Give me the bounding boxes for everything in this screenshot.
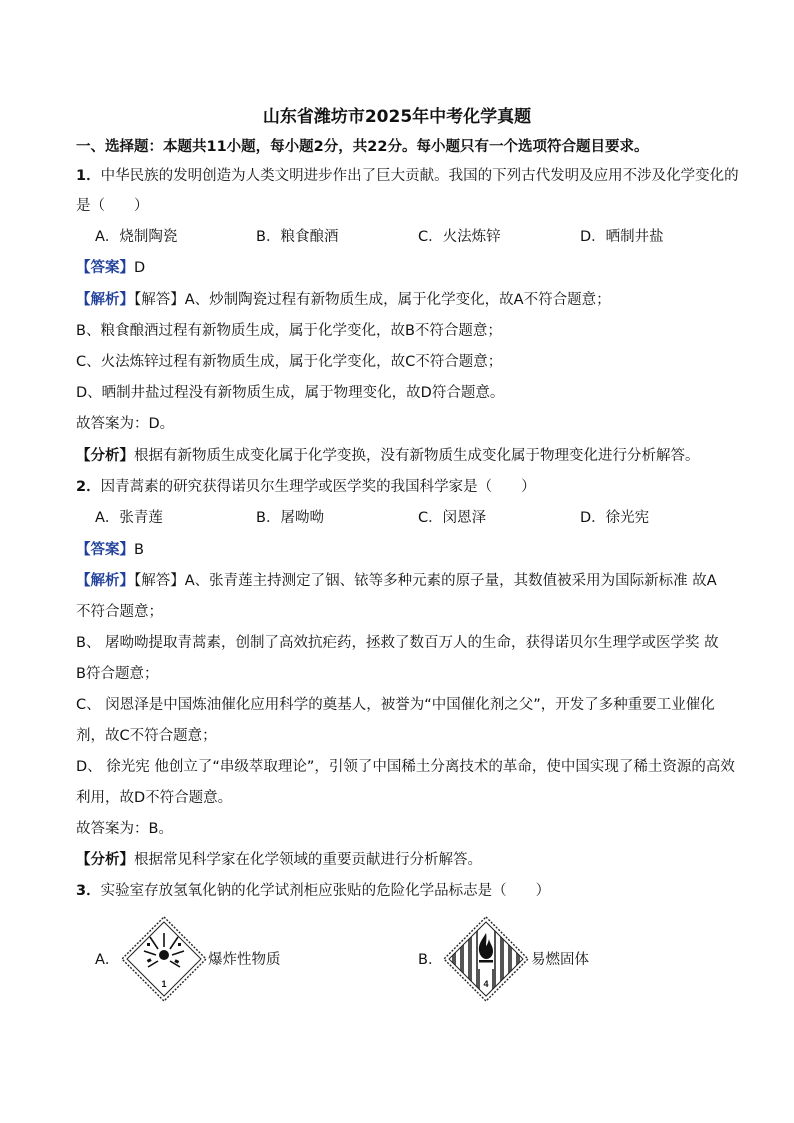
- analysis-tag: 【解析】: [76, 292, 134, 308]
- page-title: 山东省潍坊市2025年中考化学真题: [262, 107, 532, 127]
- analysis-line-6: 剂，故C不符合题意；: [76, 728, 217, 744]
- question-number: 1．: [76, 168, 101, 184]
- option-a-letter: A．: [95, 952, 120, 968]
- option-d: D．晒制井盐: [580, 229, 664, 245]
- option-a: A．张青莲: [95, 510, 163, 526]
- fenxi-line: [76, 446, 752, 466]
- option-c: C．闵恩泽: [418, 510, 487, 526]
- option-b: B．屠呦呦: [256, 510, 324, 526]
- analysis-line-2: B、粮食酿酒过程有新物质生成，属于化学变化，故B不符合题意；: [76, 323, 502, 339]
- answer-value: D: [134, 260, 146, 276]
- question-3-line-1: [76, 881, 752, 901]
- answer-line: [76, 258, 752, 278]
- analysis-line-3: B、 屠呦呦提取青蒿素，创制了高效抗疟药，拯救了数百万人的生命，获得诺贝尔生理学或医学奖 故: [76, 635, 719, 651]
- analysis-line-4: B符合题意；: [76, 666, 159, 682]
- solution-tag: 【解答】: [134, 292, 185, 308]
- answer-tag: 【答案】: [76, 260, 134, 276]
- answer-line: [76, 540, 752, 560]
- analysis-line-3: C、火法炼锌过程有新物质生成，属于化学变化，故C不符合题意；: [76, 354, 503, 370]
- analysis-line-1: [76, 290, 752, 310]
- fenxi-tag: 【分析】: [76, 448, 134, 464]
- question-1-line-1: [76, 166, 752, 186]
- analysis-line-4: D、晒制井盐过程没有新物质生成，属于物理变化，故D符合题意。: [76, 385, 505, 401]
- analysis-tag: 【解析】: [76, 573, 134, 589]
- question-number: 3．: [76, 883, 101, 899]
- question-text: 实验室存放氢氧化钠的化学试剂柜应张贴的危险化学品标志是（ ）: [100, 883, 551, 899]
- answer-tag: 【答案】: [76, 542, 134, 558]
- analysis-line-7: D、 徐光宪 他创立了“串级萃取理论”，引领了中国稀土分离技术的革命，使中国实现了稀土资源的高效: [76, 759, 735, 775]
- analysis-line-5: C、 闵恩泽是中国炼油催化应用科学的奠基人，被誉为“中国催化剂之父”，开发了多种重要工业催化: [76, 697, 715, 713]
- option-b-label: 易燃固体: [531, 952, 589, 968]
- answer-value: B: [134, 542, 144, 558]
- question-number: 2．: [76, 479, 101, 495]
- option-a-label: 爆炸性物质: [208, 952, 281, 968]
- solution-tag: 【解答】: [134, 573, 185, 589]
- analysis-text: A、张青莲主持测定了铟、铱等多种元素的原子量，其数值被采用为国际新标准 故A: [184, 573, 717, 589]
- fenxi-text: 根据常见科学家在化学领域的重要贡献进行分析解答。: [134, 852, 482, 868]
- option-b-letter: B．: [418, 952, 443, 968]
- question-2-line-1: [76, 477, 752, 497]
- final-answer: 故答案为：D。: [76, 416, 175, 432]
- explosive-hazard-icon: [120, 915, 208, 1003]
- option-b: B．粮食酿酒: [256, 229, 339, 245]
- flammable-solid-icon: [442, 915, 530, 1003]
- fenxi-line: [76, 850, 752, 870]
- option-a: A．烧制陶瓷: [95, 229, 178, 245]
- final-answer: 故答案为：B。: [76, 821, 173, 837]
- analysis-text: A、炒制陶瓷过程有新物质生成，属于化学变化，故A不符合题意；: [184, 292, 611, 308]
- analysis-line-8: 利用，故D不符合题意。: [76, 790, 233, 806]
- analysis-line-1: [76, 571, 752, 591]
- analysis-line-2: 不符合题意；: [76, 604, 163, 620]
- section-heading: 一、选择题：本题共11小题，每小题2分，共22分。每小题只有一个选项符合题目要求。: [76, 139, 649, 155]
- question-text: 中华民族的发明创造为人类文明进步作出了巨大贡献。我国的下列古代发明及应用不涉及化学变化的: [100, 168, 739, 184]
- question-1-line-2: 是（ ）: [76, 198, 149, 214]
- option-c: C．火法炼锌: [418, 229, 501, 245]
- fenxi-text: 根据有新物质生成变化属于化学变换，没有新物质生成变化属于物理变化进行分析解答。: [134, 448, 700, 464]
- sign-number: 4: [483, 979, 489, 989]
- sign-number: 1: [161, 979, 167, 989]
- option-d: D．徐光宪: [580, 510, 650, 526]
- question-text: 因青蒿素的研究获得诺贝尔生理学或医学奖的我国科学家是（ ）: [100, 479, 536, 495]
- fenxi-tag: 【分析】: [76, 852, 134, 868]
